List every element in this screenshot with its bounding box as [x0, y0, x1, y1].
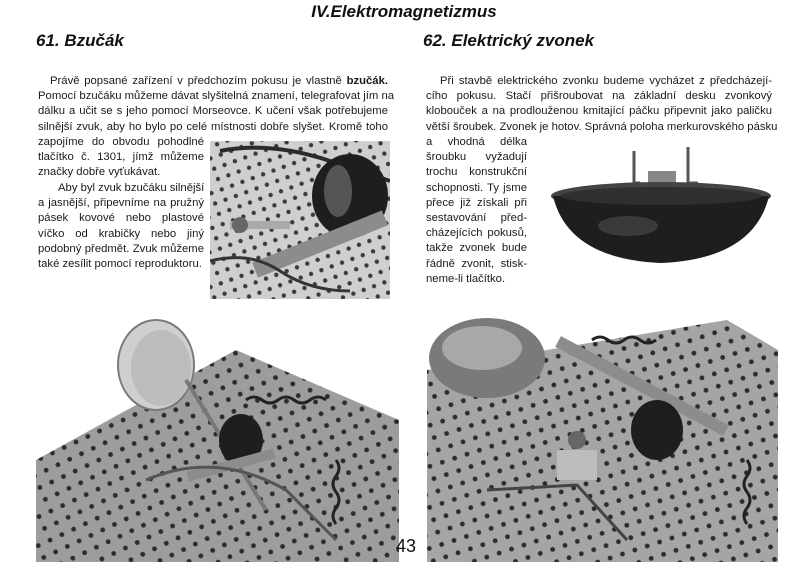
text-line: klobouček a na prodlouženou kmitající páčku připevnit jako paličku [426, 105, 772, 118]
text-line: víčko od krabičky nebo jiný [38, 227, 204, 240]
text-line: Při stavbě elektrického zvonku budeme vycházet z předcházejí- [440, 75, 772, 87]
text-line: neme-li tlačítko. [426, 272, 506, 285]
chapter-title: IV.Elektromagnetizmus [311, 2, 497, 21]
text-line: dálku a učit se s jeho pomocí Morseovce. K učení však potřebujeme [38, 105, 388, 118]
text-line: větší šroubek. Zvonek je hotov. Správná poloha merkurovského pásku [426, 120, 778, 133]
bell-dome-photo [548, 141, 774, 273]
text-line: řádně zvonit, stisk- [426, 257, 527, 270]
bell-assembly-image [427, 310, 778, 562]
text-line: tlačítko č. 1301, jímž můžeme [38, 151, 204, 163]
text-segment: Právě popsané zařízení v předchozím pokusu je vlastně [50, 75, 347, 87]
buzzer-assembly-image [36, 310, 399, 562]
text-line [38, 74, 388, 89]
zvonek-paragraph-top [426, 74, 778, 135]
bell-assembly-photo [427, 310, 778, 562]
buzzer-closeup-image [210, 141, 390, 299]
text-line: Pomocí bzučáku můžeme dávat slyšitelná znamení, telegrafovat jím na [38, 90, 395, 103]
section-title-bzucak: 61. Bzučák [36, 31, 124, 50]
text-line: cího pokusu. Stačí přišroubovat na základní desku zvonkový [426, 90, 772, 103]
section-title-zvonek: 62. Elektrický zvonek [423, 31, 595, 50]
text-line: Aby byl zvuk bzučáku silnější [58, 182, 205, 194]
text-line: podobný předmět. Zvuk můžeme [38, 242, 204, 255]
text-line: šroubku vyžadují [426, 151, 527, 164]
text-line: a jasnější, připevníme na pružný [38, 197, 204, 210]
bzucak-paragraph-1-narrow [38, 135, 204, 181]
buzzer-closeup-photo [210, 141, 390, 299]
text-line: schopnosti. Ty jsme [426, 181, 527, 194]
text-line: takže zvonek bude [426, 242, 527, 255]
buzzer-assembly-photo [36, 310, 399, 562]
text-line: silnější zvuk, aby ho bylo po celé místnosti dobře slyšet. Kromě toho [38, 120, 388, 133]
bzucak-paragraph-2 [38, 181, 204, 272]
text-line: značky dobře vyťukávat. [38, 166, 161, 179]
text-line: pásek kovové nebo plastové [38, 212, 204, 225]
text-line: přece již získali při [426, 196, 527, 209]
text-line: sestavování před- [426, 212, 527, 225]
text-line: a vhodná délka [426, 136, 527, 148]
text-line: také zesílit pomocí reproduktoru. [38, 258, 202, 271]
bzucak-paragraph-1-top [38, 74, 395, 135]
zvonek-paragraph-narrow [426, 135, 527, 287]
text-line: trochu konstrukční [426, 166, 527, 179]
page-number: 43 [396, 536, 417, 556]
text-line: cházejících pokusů, [426, 227, 527, 240]
bold-word: bzučák. [346, 75, 388, 87]
bell-dome-image [548, 141, 774, 273]
text-line: zapojíme do obvodu pohodlné [38, 135, 204, 148]
